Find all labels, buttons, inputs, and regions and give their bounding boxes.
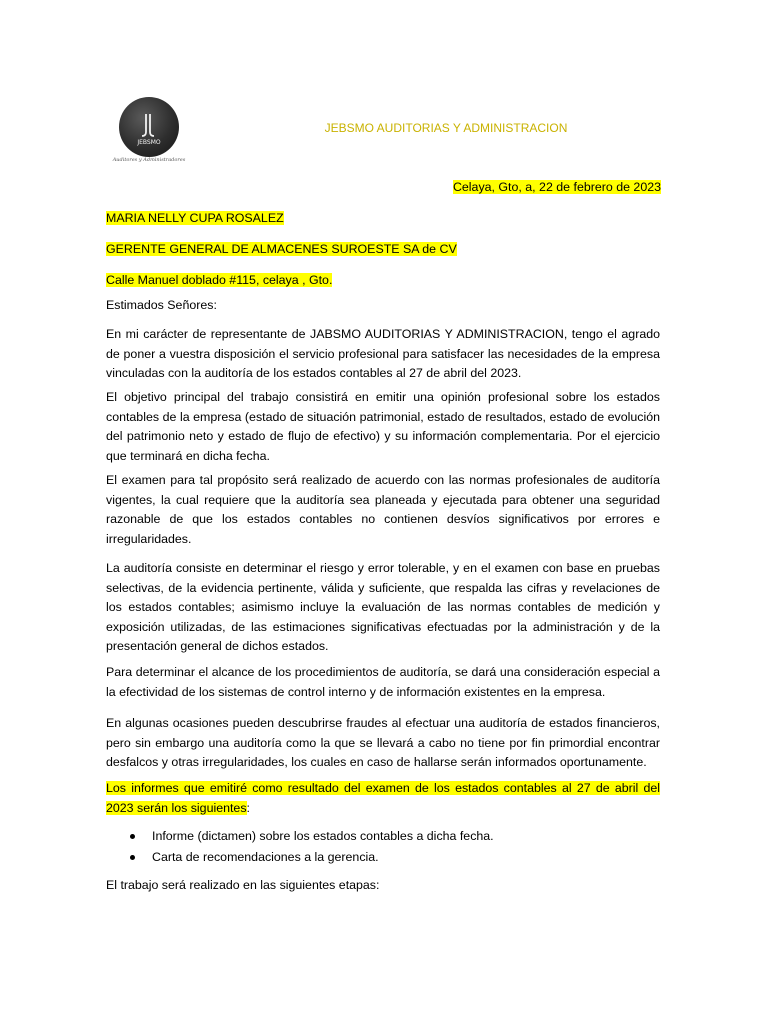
paragraph-1: En mi carácter de representante de JABSMO AUDITORIAS Y ADMINISTRACION, tengo el agrado de poner a vuestra disposición el servicio profesional para satisfacer las necesidades de la empresa vinculadas con la auditoría de los estados contables al 27 de abril del 2023. — [106, 327, 660, 380]
paragraph-6: En algunas ocasiones pueden descubrirse fraudes al efectuar una auditoría de estados financieros, pero sin embargo una auditoría como la que se llevará a cabo no tiene por fin primordial encontrar desfalcos y otras irregularidades, los cuales en caso de hallarse serán informados oportunamente. — [106, 716, 660, 769]
recipient-address-line — [106, 271, 660, 291]
recipient-name-line — [106, 209, 660, 229]
report-list — [106, 826, 660, 867]
recipient-address: Calle Manuel doblado #115, celaya , Gto. — [106, 273, 333, 287]
paragraph-3: El examen para tal propósito será realizado de acuerdo con las normas profesionales de auditoría vigentes, la cual requiere que la auditoría sea planeada y ejecutada para obtener una seguridad razonable de que los estados contables no contienen desvíos significativos por errores e irregularidades. — [106, 473, 660, 546]
paragraph-2: El objetivo principal del trabajo consistirá en emitir una opinión profesional sobre los estados contables de la empresa (estado de situación patrimonial, estado de resultados, estado de evolución del patrimonio neto y estado de flujo de efectivo) y su información complementaria. Por el ejercicio que terminará en dicha fecha. — [106, 390, 660, 463]
paragraph-5: Para determinar el alcance de los procedimientos de auditoría, se dará una consideración especial a la efectividad de los sistemas de control interno y de información existentes en la empresa. — [106, 665, 660, 699]
paragraph-4: La auditoría consiste en determinar el riesgo y error tolerable, y en el examen con base en pruebas selectivas, de la evidencia pertinente, válida y suficiente, que respalda las cifras y revelaciones de los estados contables; asimismo incluye la evaluación de las normas contables de medición y exposición utilizadas, de las estimaciones significativas efectuadas por la administración y de la presentación general de dichos estados. — [106, 561, 660, 653]
paragraph-7 — [106, 779, 660, 818]
bullet-icon — [130, 855, 135, 860]
list-item — [106, 847, 660, 868]
list-item — [106, 826, 660, 847]
list-item-text: Carta de recomendaciones a la gerencia. — [152, 849, 379, 864]
recipient-position-line — [106, 240, 660, 260]
recipient-name: MARIA NELLY CUPA ROSALEZ — [106, 211, 284, 225]
logo-tagline: Auditores y Administradores — [112, 157, 186, 163]
paragraph-7-highlight-1: Los informes que emitiré como resultado del examen de los estados contables al 27 de abril del — [106, 781, 660, 795]
date-line — [453, 178, 661, 197]
paragraph-7-line-2 — [106, 799, 660, 819]
paragraph-7-line-1 — [106, 779, 660, 799]
recipient-position: GERENTE GENERAL DE ALMACENES SUROESTE SA de CV — [106, 242, 457, 256]
svg-text:JEBSMO: JEBSMO — [137, 139, 161, 146]
date-text: Celaya, Gto, a, 22 de febrero de 2023 — [452, 180, 661, 194]
bullet-icon — [130, 834, 135, 839]
company-title: JEBSMO AUDITORIAS Y ADMINISTRACION — [324, 121, 568, 135]
greeting: Estimados Señores: — [106, 298, 217, 312]
paragraph-7-highlight-2: 2023 serán los siguientes — [106, 800, 247, 815]
paragraph-7-colon: : — [246, 800, 250, 815]
closing-line: El trabajo será realizado en las siguientes etapas: — [106, 878, 380, 892]
list-item-text: Informe (dictamen) sobre los estados contables a dicha fecha. — [152, 829, 494, 843]
